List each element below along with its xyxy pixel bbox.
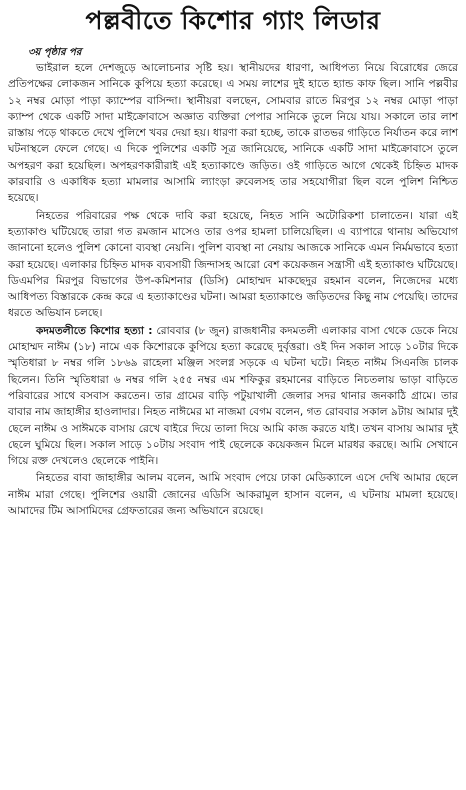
paragraph-3-text: রোববার (৮ জুন) রাজধানীর কদমতলী এলাকার বাসা থেকে ডেকে নিয়ে মোহাম্মদ নাঈম (১৮) নামে এক কিশোরকে কুপিয়ে হত্যা করেছে দুর্বৃত্তরা। ওই দিন সকাল সাড়ে ১০টার দিকে স্মৃতিধারা ৮ নম্বর গলি ১৮৬৯ রাহেলা মঞ্জিল সংলগ্ন সড়কে এ ঘটনা ঘটে। নিহত নাঈম সিএনজি চালক ছিলেন। তিনি স্মৃতিধারা ৬ নম্বর গলি ২৫৫ নম্বর এম শফিকুর রহমানের বাড়িতে নিচতলায় ভাড়া বাড়িতে পরিবারের সাথে বসবাস করতেন। তার গ্রামের বাড়ি পটুয়াখালী জেলার সদর থানার জনকাঠি গ্রামে। তার বাবার নাম জাহাঙ্গীর হাওলাদার। নিহত নাঈমের মা নাজমা বেগম বলেন, গত রোববার সকাল ৯টায় আমার দুই ছেলে নাঈম ও সাঈমকে বাসায় রেখে বাইরে দিয়ে তালা দিয়ে আমি কাজ করতে যাই। তখন বাসায় আমার দুই ছেলে ঘুমিয়ে ছিল। সকাল সাড়ে ১০টায় সংবাদ পাই ছেলেকে কয়েকজন মিলে মারধর করছে। আমি সেখানে গিয়ে রক্ত দেখলেও ছেলেকে পাইনি। [8, 324, 458, 468]
article [0, 4, 466, 790]
paragraph-4: নিহতের বাবা জাহাঙ্গীর আলম বলেন, আমি সংবাদ পেয়ে ঢাকা মেডিক্যালে এসে দেখি আমার ছেলে নাঈম মারা গেছে। পুলিশের ওয়ারী জোনের এডিসি আকরামুল হাসান বলেন, এ ঘটনায় মামলা হয়েছে। আমাদের টিম আসামিদের গ্রেফতারের জন্য অভিযানে রয়েছে। [8, 472, 458, 518]
paragraph-2: নিহতের পরিবারের পক্ষ থেকে দাবি করা হয়েছে, নিহত সানি অটোরিকশা চালাতেন। যারা এই হত্যাকাণ্ড ঘটিয়েছে তারা গত রমজান মাসেও তার ওপর হামলা চালিয়েছিল। এ ব্যাপারে থানায় অভিযোগ জানানো হলেও পুলিশ কোনো ব্যবস্থা নেয়নি। পুলিশ ব্যবস্থা না নেয়ায় আজকে সানিকে এমন নির্মমভাবে হত্যা করা হয়েছে। এলাকার চিহ্নিত মাদক ব্যবসায়ী জিন্দাসহ আরো বেশ কয়েকজন সন্ত্রাসী এই হত্যাকাণ্ড ঘটিয়েছে। ডিএমপির মিরপুর বিভাগের উপ-কমিশনার (ডিসি) মোহাম্মদ মাকছেদুর রহমান বলেন, নিজেদের মধ্যে আধিপত্য বিস্তারকে কেন্দ্র করে এ হত্যাকাণ্ডের ঘটনা। আমরা হত্যাকাণ্ডে জড়িতদের কিছু নাম পেয়েছি। তাদের ধরতে অভিযান চলছে। [8, 209, 458, 320]
paragraph-3 [8, 323, 458, 470]
subhead-kadamtali: কদমতলীতে কিশোর হত্যা : [36, 324, 153, 337]
headline: পল্লবীতে কিশোর গ্যাং লিডার [85, 6, 381, 35]
paragraph-1: ভাইরাল হলে দেশজুড়ে আলোচনার সৃষ্টি হয়। স্থানীয়দের ধারণা, আধিপত্য নিয়ে বিরোধের জেরে প্রতিপক্ষের লোকজন সানিকে কুপিয়ে হত্যা করেছে। এ সময় লাশের দুই হাতে হ্যান্ড কাফ ছিল। সানি পল্লবীর ১২ নম্বর মোড়া পাড়া ক্যাম্পের বাসিন্দা। স্থানীয়রা বলছেন, সোমবার রাতে মিরপুর ১২ নম্বর মোড়া পাড়া ক্যাম্প থেকে একটি সাদা মাইক্রোবাসে অজ্ঞাত ব্যক্তিরা পেপার সানিকে তুলে নিয়ে যায়। সকালে তার লাশ রাস্তায় পড়ে থাকতে দেখে পুলিশে খবর দেয়া হয়। ধারণা করা হচ্ছে, তাকে রাতভর গাড়িতে নির্যাতন করে লাশ ঘটনাস্থলে ফেলে গেছে। এ দিকে পুলিশের একটি সূত্র জানিয়েছে, সানিকে একটি সাদা মাইক্রোবাসে তুলে অপহরণ করা হয়েছিল। অপহরণকারীরাই এই হত্যাকাণ্ডে জড়িত। ওই গাড়িতে আগে থেকেই চিহ্নিত মাদক কারবারি ও একাধিক হত্যা মামলার আসামি ল্যাংড়া রুবেলসহ তার সহযোগীরা ছিল বলে পুলিশ নিশ্চিত হয়েছে। [8, 62, 458, 205]
continued-from-label: ৩য় পৃষ্ঠার পর [28, 47, 82, 58]
